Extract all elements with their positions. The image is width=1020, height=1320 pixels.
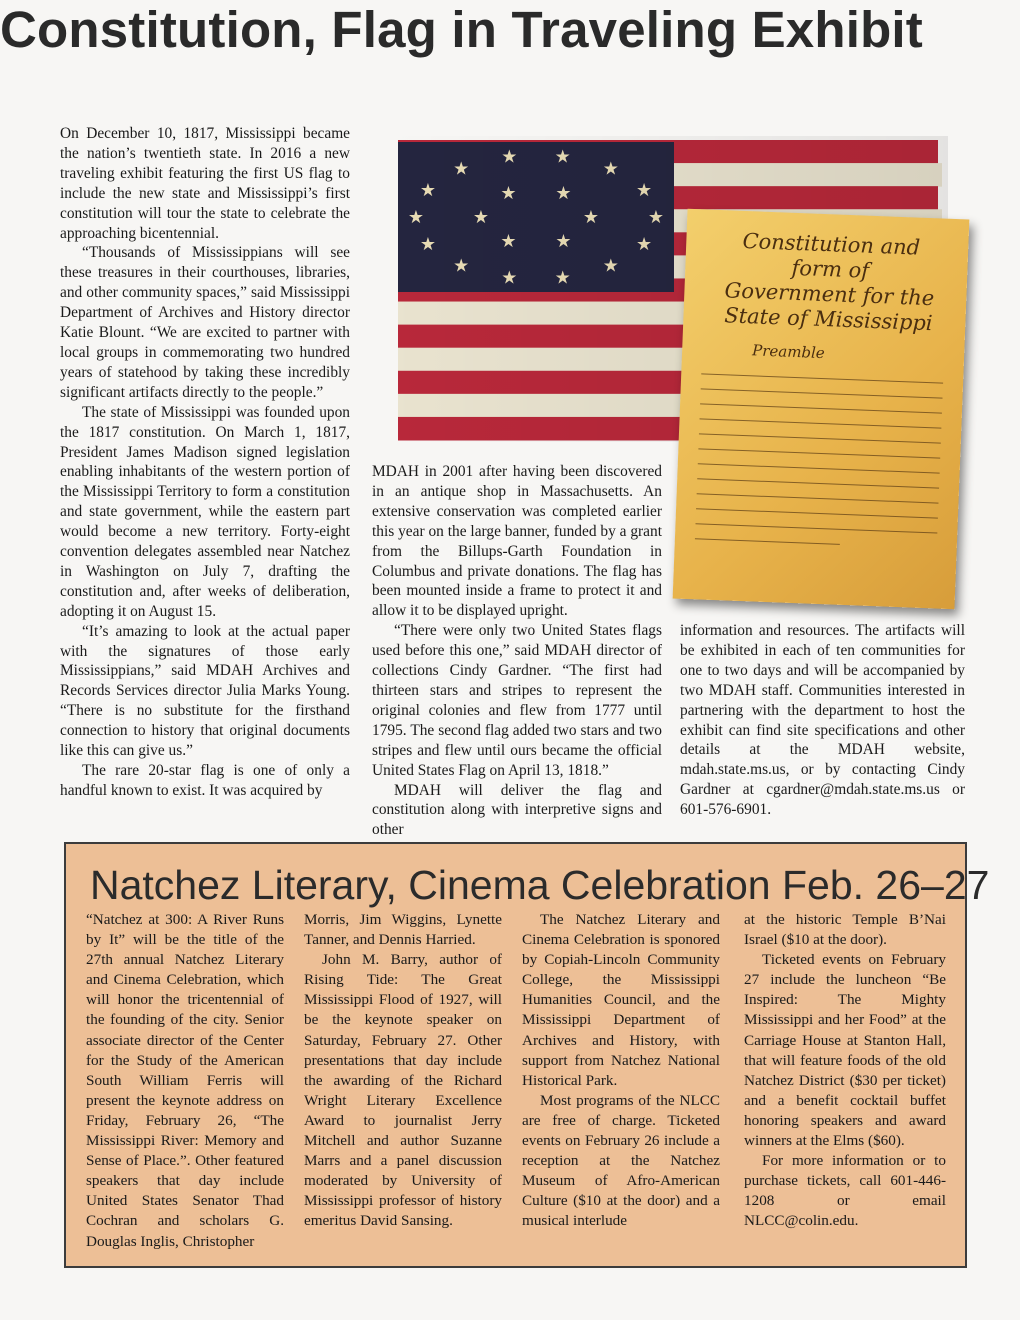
document-title: Constitution and form of Government for the State of Mississippi	[723, 228, 935, 336]
paragraph: Ticketed events on February 27 include the luncheon “Be Inspired: The Mighty Mississippi and her Food” at the Carriage House at Stanton Hall, that will feature foods of the old Natchez District ($30 per ticket) and a benefit cocktail buffet honoring speakers and award winners at the Elms ($60).	[744, 951, 946, 1150]
paragraph: at the historic Temple B’Nai Israel ($10 at the door).	[744, 911, 946, 949]
paragraph: Morris, Jim Wiggins, Lynette Tanner, and Dennis Harried.	[304, 911, 502, 949]
paragraph: information and resources. The artifacts will be exhibited in each of ten communities for one to two days and will be accompanied by two MDAH staff. Communities interested in partnering with the department to host the exhibit can find site specifications and other details at the MDAH website, mdah.state.ms.us, or by contacting Cindy Gardner at cgardner@mdah.state.ms.us or 601-576-6901.	[680, 622, 965, 819]
paragraph: MDAH in 2001 after having been discovered in an antique shop in Massachusetts. An extensive conservation was completed earlier this year on the large banner, funded by a grant from the Billups-Garth Foundation in Columbus and private donations. The flag has been mounted inside a frame to protect it and allow it to be displayed upright.	[372, 463, 662, 620]
sidebar-column-4	[744, 910, 946, 1232]
sidebar-column-2	[304, 910, 502, 1232]
document-preamble: Preamble	[751, 341, 826, 363]
handwriting-lines	[694, 359, 943, 562]
paragraph: The state of Mississippi was founded upon the 1817 constitution. On March 1, 1817, President James Madison signed legislation enabling inhabitants of the western portion of the Mississippi Territory to form a constitution and state government, while the eastern part would become a new territory. Forty-eight convention delegates assembled near Natchez in Washington on July 7, drafting the constitution and, after weeks of deliberation, adopting it on August 15.	[60, 403, 350, 620]
paragraph: “It’s amazing to look at the actual paper with the signatures of those early Mississippians,” said MDAH Archives and Records Services director Julia Marks Young. “There is no substitute for the firsthand connection to history that original documents like this can give us.”	[60, 622, 350, 760]
article-column-2	[372, 462, 662, 840]
sidebar-box	[64, 842, 990, 1268]
article-headline: Constitution, Flag in Traveling Exhibit	[0, 1, 923, 58]
paragraph: The rare 20-star flag is one of only a handful known to exist. It was acquired by	[60, 762, 350, 799]
sidebar-column-3	[522, 910, 720, 1232]
paragraph: “There were only two United States flags used before this one,” said MDAH director of collections Cindy Gardner. “The first had thirteen stars and stripes to represent the original colonies and flew from 1777 until 1795. The second flag added two stars and two stripes and flew until ours became the official United States Flag on April 13, 1818.”	[372, 622, 662, 779]
paragraph: “Thousands of Mississippians will see these treasures in their courthouses, libraries, and other community spaces,” said Mississippi Department of Archives and History director Katie Blount. “We are excited to partner with local groups in commemorating two hundred years of statehood by taking these incredibly significant artifacts directly to the people.”	[60, 244, 350, 401]
sidebar-column-1	[86, 910, 284, 1252]
constitution-document-photo	[673, 209, 970, 610]
paragraph: Most programs of the NLCC are free of charge. Ticketed events on February 26 include a reception at the Natchez Museum of Afro-American Culture ($10 at the door) and a musical interlude	[522, 1091, 720, 1230]
sidebar-title: Natchez Literary, Cinema Celebration Feb. 26–27	[90, 862, 990, 908]
paragraph: For more information or to purchase tickets, call 601-446-1208 or email NLCC@colin.edu.	[744, 1152, 946, 1230]
article-column-1	[60, 124, 350, 801]
paragraph: “Natchez at 300: A River Runs by It” will be the title of the 27th annual Natchez Literary and Cinema Celebration, which will honor the tricentennial of the founding of the city. Senior associate director of the Center for the Study of the American South William Ferris will present the keynote address on Friday, February 26, “The Mississippi River: Memory and Sense of Place.”. Other featured speakers that day include United States Senator Thad Cochran and scholars G. Douglas Inglis, Christopher	[86, 911, 284, 1250]
paragraph: MDAH will deliver the flag and constitution along with interpretive signs and other	[372, 781, 662, 839]
paragraph: John M. Barry, author of Rising Tide: The Great Mississippi Flood of 1927, will be the keynote speaker on Saturday, February 27. Other presentations that day include the awarding of the Richard Wright Literary Excellence Award to journalist Jerry Mitchell and author Suzanne Marrs and a panel discussion moderated by University of Mississippi professor of history emeritus David Sansing.	[304, 951, 502, 1230]
paragraph: The Natchez Literary and Cinema Celebration is sponored by Copiah-Lincoln Community College, the Mississippi Humanities Council, and the Mississippi Department of Archives and History, with support from Natchez National Historical Park.	[522, 911, 720, 1089]
paragraph: On December 10, 1817, Mississippi became the nation’s twentieth state. In 2016 a new traveling exhibit featuring the first US flag to include the new state and Mississippi’s first constitution will tour the state to celebrate the approaching bicentennial.	[60, 125, 350, 242]
article-column-3	[680, 621, 965, 820]
